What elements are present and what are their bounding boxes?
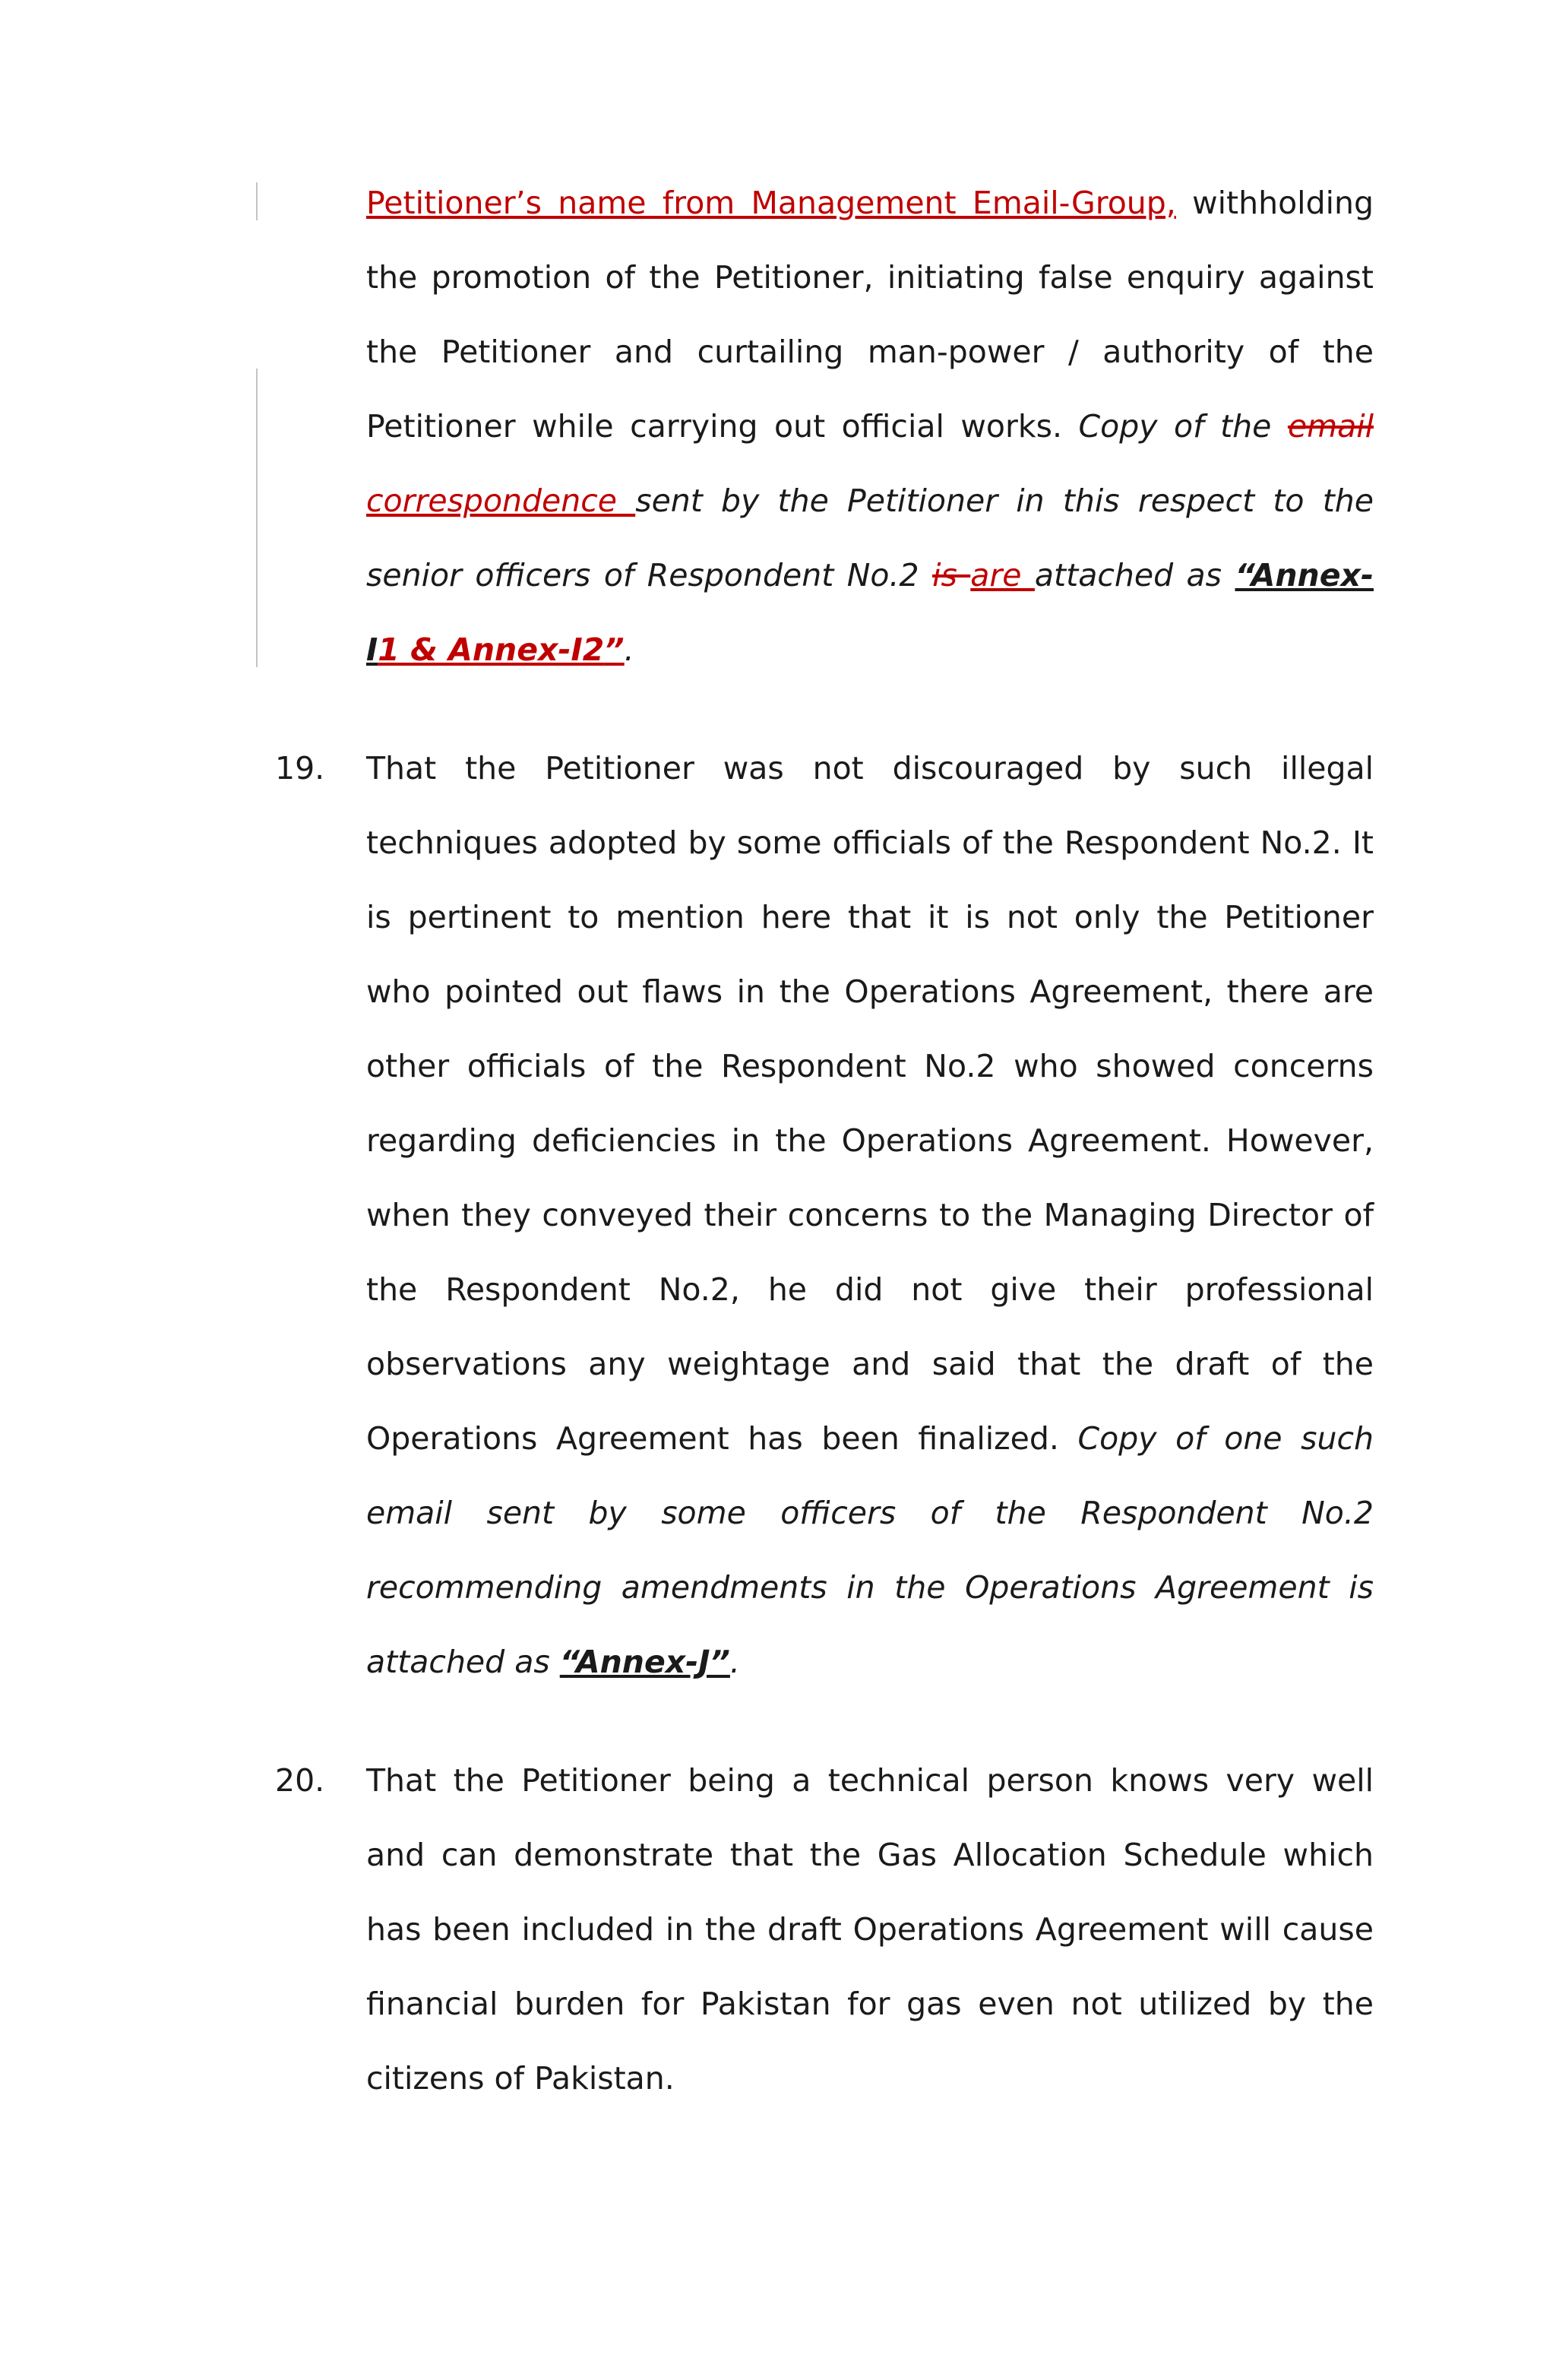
annex-reference: “Annex-I bbox=[366, 557, 1374, 668]
italic-text: Copy of one such email sent by some officers of the Respondent No.2 recommending amendments in the Operations Agreement is attached as bbox=[366, 1420, 1374, 1680]
change-bar bbox=[256, 182, 258, 220]
paragraph-19 bbox=[366, 731, 1374, 1699]
end-period: . bbox=[624, 631, 634, 668]
deleted-text: email bbox=[1287, 408, 1374, 445]
paragraph-text: That the Petitioner was not discouraged by such illegal techniques adopted by some officials of the Respondent No.2. It is pertinent to mention here that it is not only the Petitioner who pointed out flaws in the Operations Agreement, there are other officials of the Respondent No.2 who showed concerns regarding deficiencies in the Operations Agreement. However, when they conveyed their concerns to the Managing Director of the Respondent No.2, he did not give their professional observations any weightage and said that the draft of the Operations Agreement has been finalized. bbox=[366, 750, 1374, 1457]
annex-reference-inserted: 1 & Annex-I2 bbox=[378, 631, 605, 668]
italic-text: sent by the Petitioner in this respect to the senior officers of Respondent No.2 bbox=[366, 483, 1374, 593]
inserted-text: correspondence bbox=[366, 483, 636, 519]
end-period: . bbox=[729, 1644, 740, 1680]
paragraph-number-19: 19. bbox=[275, 750, 325, 786]
annex-reference-close: ” bbox=[604, 631, 625, 668]
change-bar bbox=[256, 369, 258, 667]
italic-text: Copy of the bbox=[1078, 408, 1288, 445]
deleted-text: is bbox=[932, 557, 971, 593]
paragraph-text: withholding the promotion of the Petitioner, initiating false enquiry against the Petitioner and curtailing man-power / authority of the Petitioner while carrying out official works. bbox=[366, 185, 1374, 445]
annex-reference: “Annex-J” bbox=[559, 1644, 730, 1680]
paragraph-18-continuation bbox=[366, 166, 1374, 687]
italic-text: attached as bbox=[1034, 557, 1235, 593]
inserted-text: are bbox=[970, 557, 1035, 593]
inserted-text: Petitioner’s name from Management Email-Group, bbox=[366, 185, 1176, 221]
paragraph-20 bbox=[366, 1743, 1374, 2116]
paragraph-number-20: 20. bbox=[275, 1762, 325, 1799]
paragraph-text: That the Petitioner being a technical person knows very well and can demonstrate that the Gas Allocation Schedule which has been included in the draft Operations Agreement will cause financial burden for Pakistan for gas even not utilized by the citizens of Pakistan. bbox=[366, 1762, 1374, 2097]
